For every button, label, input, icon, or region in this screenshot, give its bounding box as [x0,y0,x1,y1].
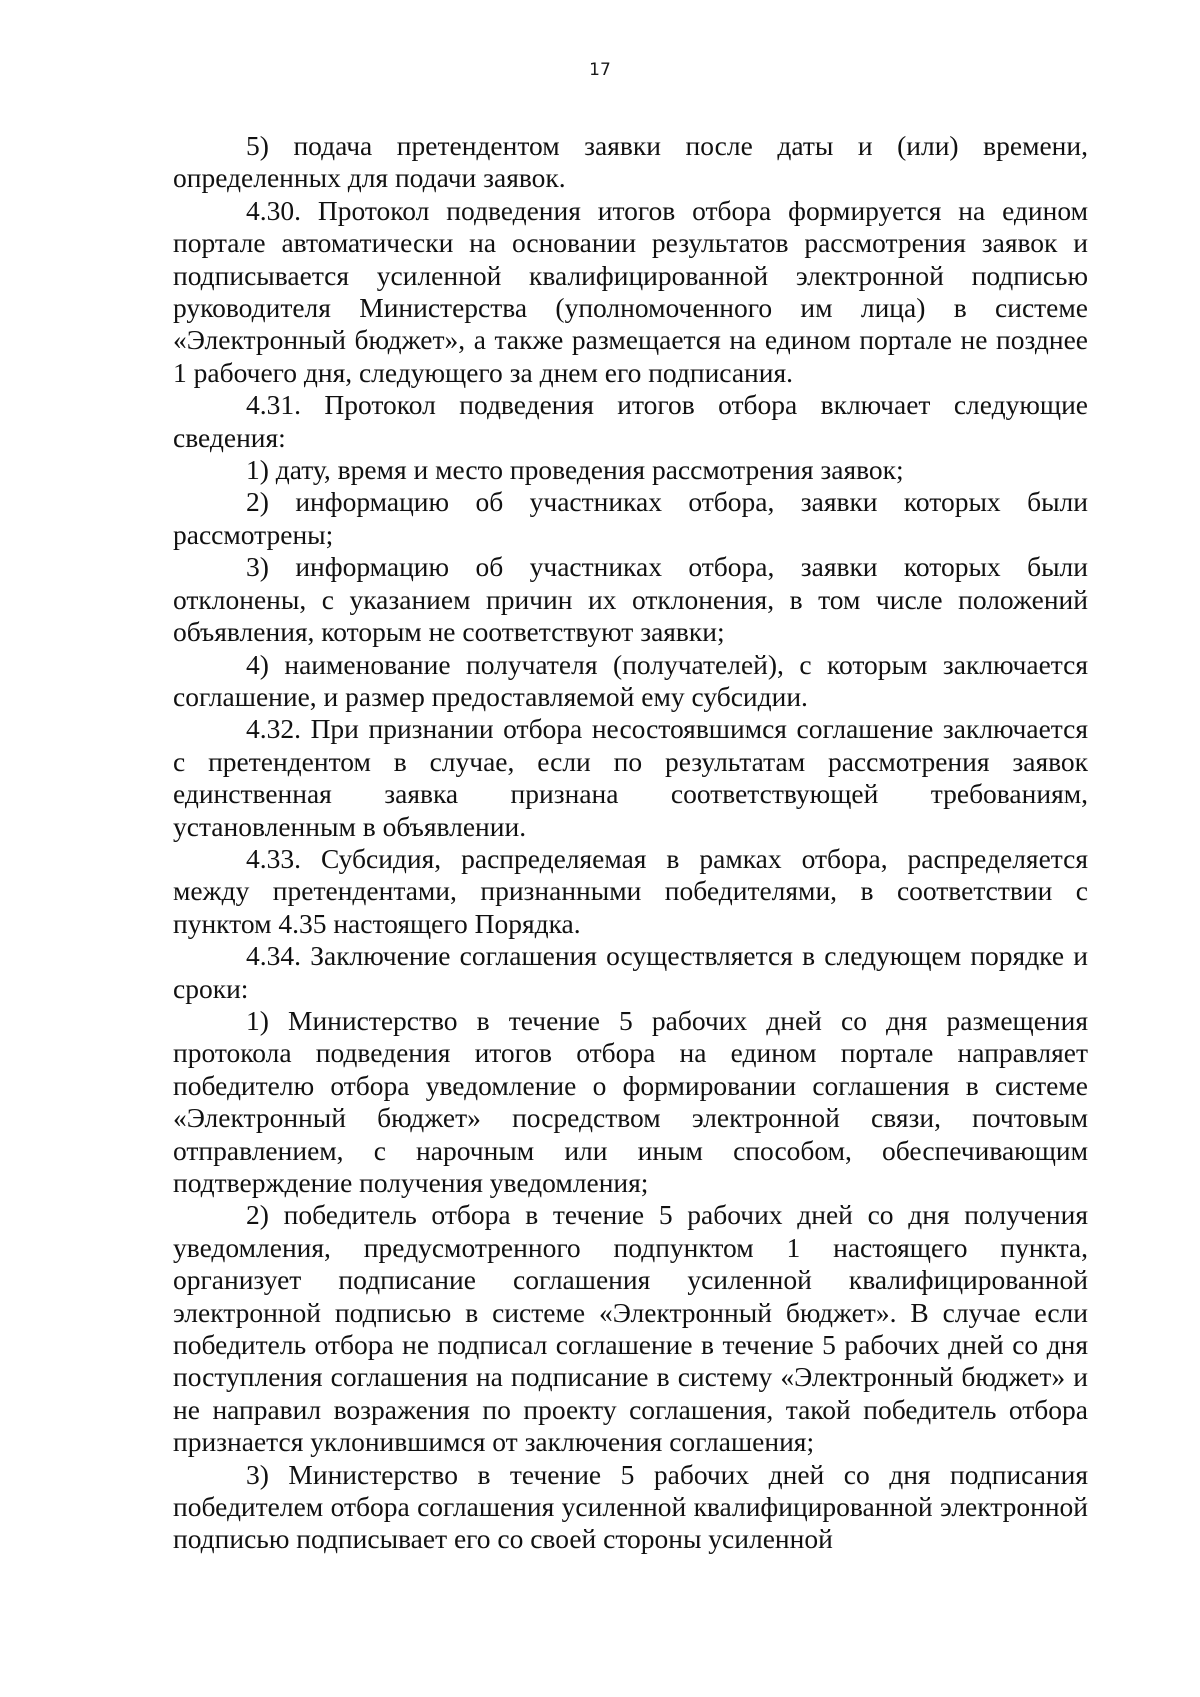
paragraph-4-34: 4.34. Заключение соглашения осуществляется в следующем порядке и сроки: [173,940,1088,1004]
page-number: 17 [589,60,611,80]
paragraph-4-31-item-3: 3) информацию об участниках отбора, заявки которых были отклонены, с указанием причин их отклонения, в том числе положений объявления, которым не соответствуют заявки; [173,551,1088,648]
paragraph-4-34-item-1: 1) Министерство в течение 5 рабочих дней со дня размещения протокола подведения итогов отбора на едином портале направляет победителю отбора уведомление о формировании соглашения в системе «Электронный бюджет» посредством электронной связи, почтовым отправлением, с нарочным или иным способом, обеспечивающим подтверждение получения уведомления; [173,1004,1088,1198]
paragraph-4-32: 4.32. При признании отбора несостоявшимся соглашение заключается с претендентом в случае, если по результатам рассмотрения заявок единственная заявка признана соответствующей требованиям, установленным в объявлении. [173,713,1088,842]
document-body [173,130,1088,1556]
paragraph-4-30: 4.30. Протокол подведения итогов отбора формируется на едином портале автоматически на основании результатов рассмотрения заявок и подписывается усиленной квалифицированной электронной подписью руководителя Министерства (уполномоченного им лица) в системе «Электронный бюджет», а также размещается на едином портале не позднее 1 рабочего дня, следующего за днем его подписания. [173,194,1088,388]
paragraph-4-34-item-3: 3) Министерство в течение 5 рабочих дней со дня подписания победителем отбора соглашения усиленной квалифицированной электронной подписью подписывает его со своей стороны усиленной [173,1458,1088,1555]
paragraph-4-31: 4.31. Протокол подведения итогов отбора включает следующие сведения: [173,389,1088,453]
paragraph-4-31-item-2: 2) информацию об участниках отбора, заявки которых были рассмотрены; [173,486,1088,550]
paragraph-4-33: 4.33. Субсидия, распределяемая в рамках отбора, распределяется между претендентами, признанными победителями, в соответствии с пунктом 4.35 настоящего Порядка. [173,842,1088,939]
paragraph-4-31-item-1: 1) дату, время и место проведения рассмотрения заявок; [246,454,904,486]
paragraph-4-34-item-2: 2) победитель отбора в течение 5 рабочих дней со дня получения уведомления, предусмотренного подпунктом 1 настоящего пункта, организует подписание соглашения усиленной квалифицированной электронной подписью в системе «Электронный бюджет». В случае если победитель отбора не подписал соглашение в течение 5 рабочих дней со дня поступления соглашения на подписание в систему «Электронный бюджет» и не направил возражения по проекту соглашения, такой победитель отбора признается уклонившимся от заключения соглашения; [173,1199,1088,1458]
paragraph-4-31-item-4: 4) наименование получателя (получателей), с которым заключается соглашение, и размер предоставляемой ему субсидии. [173,648,1088,712]
paragraph-item-5-late-submission: 5) подача претендентом заявки после даты и (или) времени, определенных для подачи заявок. [173,130,1088,194]
